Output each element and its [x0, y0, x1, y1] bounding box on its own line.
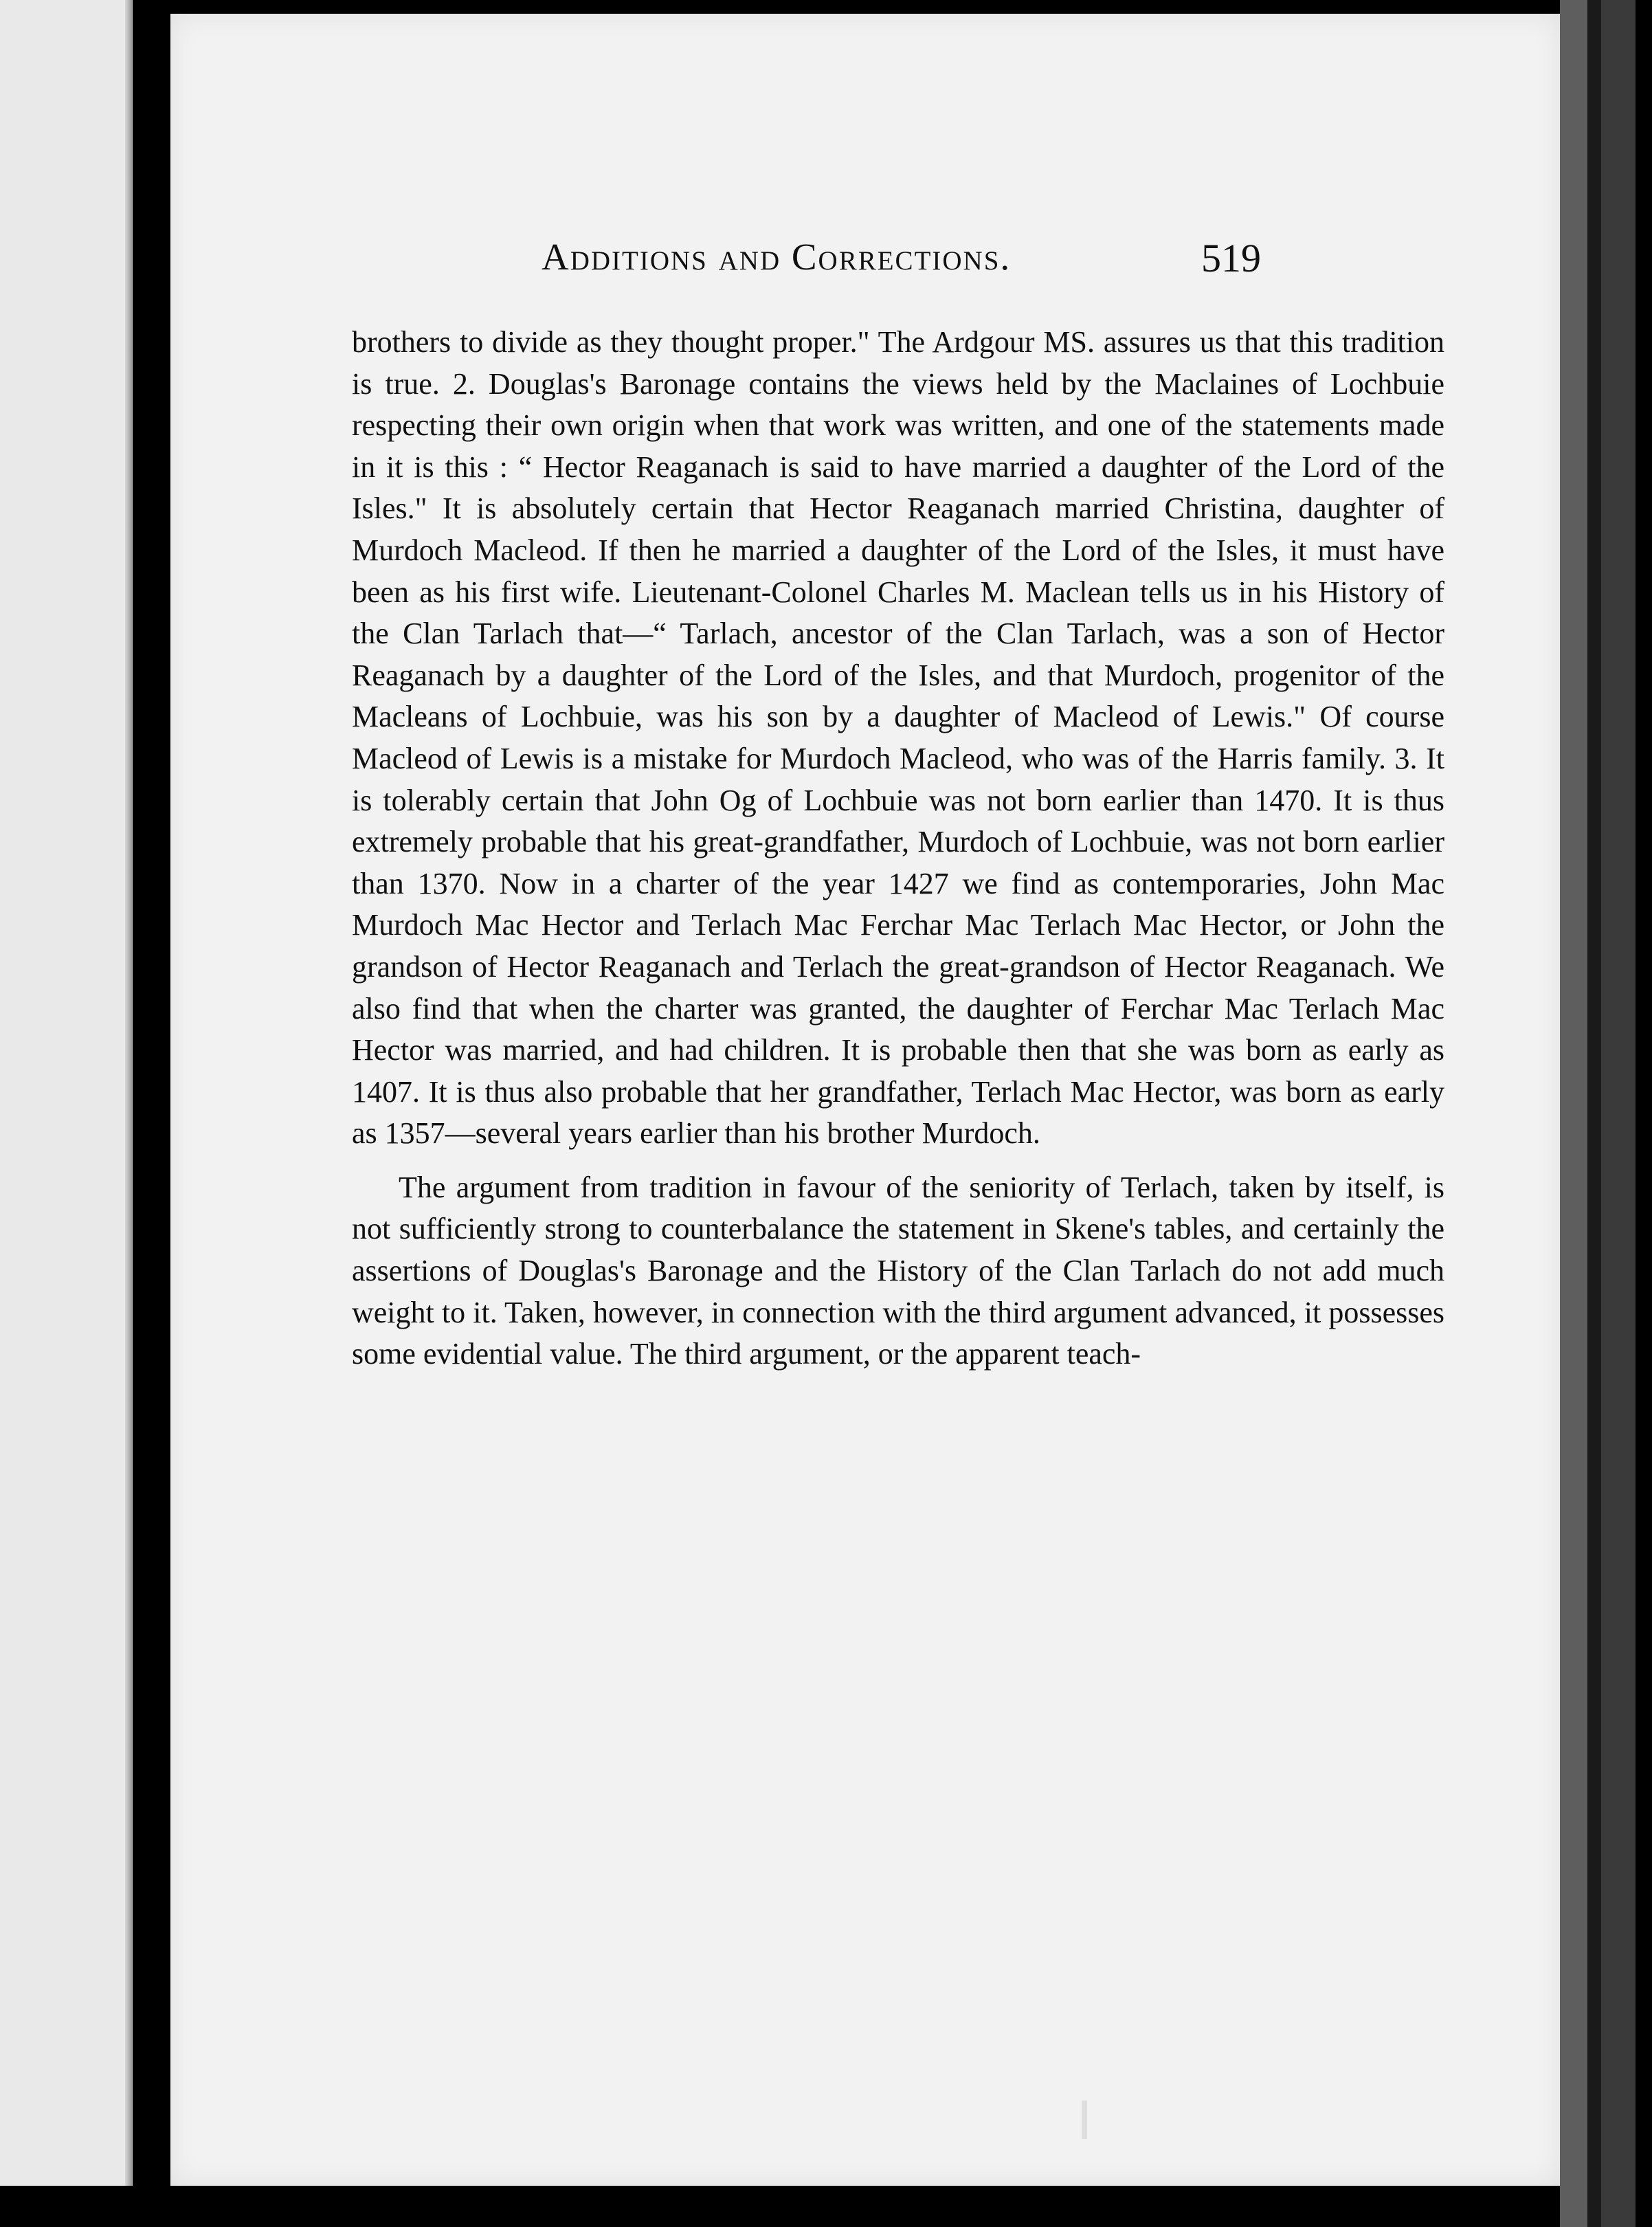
- paragraph: The argument from tradition in favour of the seniority of Terlach, taken by itself, is not sufficiently strong to counterbalance the statement in Skene's tables, and certainly the assertions of Douglas's Baronage and the History of the Clan Tarlach do not add much weight to it. Taken, however, in connection with the third argument advanced, it possesses some evidential value. The third argument, or the apparent teach-: [352, 1170, 1444, 1371]
- body-text: [352, 322, 1444, 1375]
- page-header: [170, 235, 1560, 283]
- running-title: Additions and Corrections.: [542, 236, 1012, 278]
- page-number: 519: [1201, 236, 1261, 280]
- facing-page-edge: [0, 0, 133, 2186]
- page-stack-shadow: [1587, 0, 1601, 2227]
- page-stack-edge: [1560, 0, 1587, 2227]
- facing-page-gutter: [125, 0, 132, 2186]
- book-page: [170, 14, 1560, 2186]
- scan-speck: [1082, 2101, 1087, 2139]
- paragraph: brothers to divide as they thought proper." The Ardgour MS. assures us that this tradition is true. 2. Douglas's Baronage contains the views held by the Maclaines of Lochbuie respecting their own origin when that work was written, and one of the statements made in it is this : “ Hector Reaganach is said to have married a daughter of the Lord of the Isles." It is absolutely certain that Hector Reaganach married Christina, daughter of Murdoch Macleod. If then he married a daughter of the Lord of the Isles, it must have been as his first wife. Lieutenant-Colonel Charles M. Maclean tells us in his History of the Clan Tarlach that—“ Tarlach, ancestor of the Clan Tarlach, was a son of Hector Reaganach by a daughter of the Lord of the Isles, and that Murdoch, progenitor of the Macleans of Lochbuie, was his son by a daughter of Macleod of Lewis." Of course Macleod of Lewis is a mistake for Murdoch Macleod, who was of the Harris family. 3. It is tolerably certain that John Og of Lochbuie was not born earlier than 1470. It is thus extremely probable that his great-grandfather, Murdoch of Lochbuie, was not born earlier than 1370. Now in a charter of the year 1427 we find as contemporaries, John Mac Murdoch Mac Hector and Terlach Mac Ferchar Mac Terlach Mac Hector, or John the grandson of Hector Reaganach and Terlach the great-grandson of Hector Reaganach. We also find that when the charter was granted, the daughter of Ferchar Mac Terlach Mac Hector was married, and had children. It is probable then that she was born as early as 1407. It is thus also probable that her grandfather, Terlach Mac Hector, was born as early as 1357—several years earlier than his brother Murdoch.: [352, 325, 1444, 1151]
- binding-edge: [1601, 0, 1636, 2227]
